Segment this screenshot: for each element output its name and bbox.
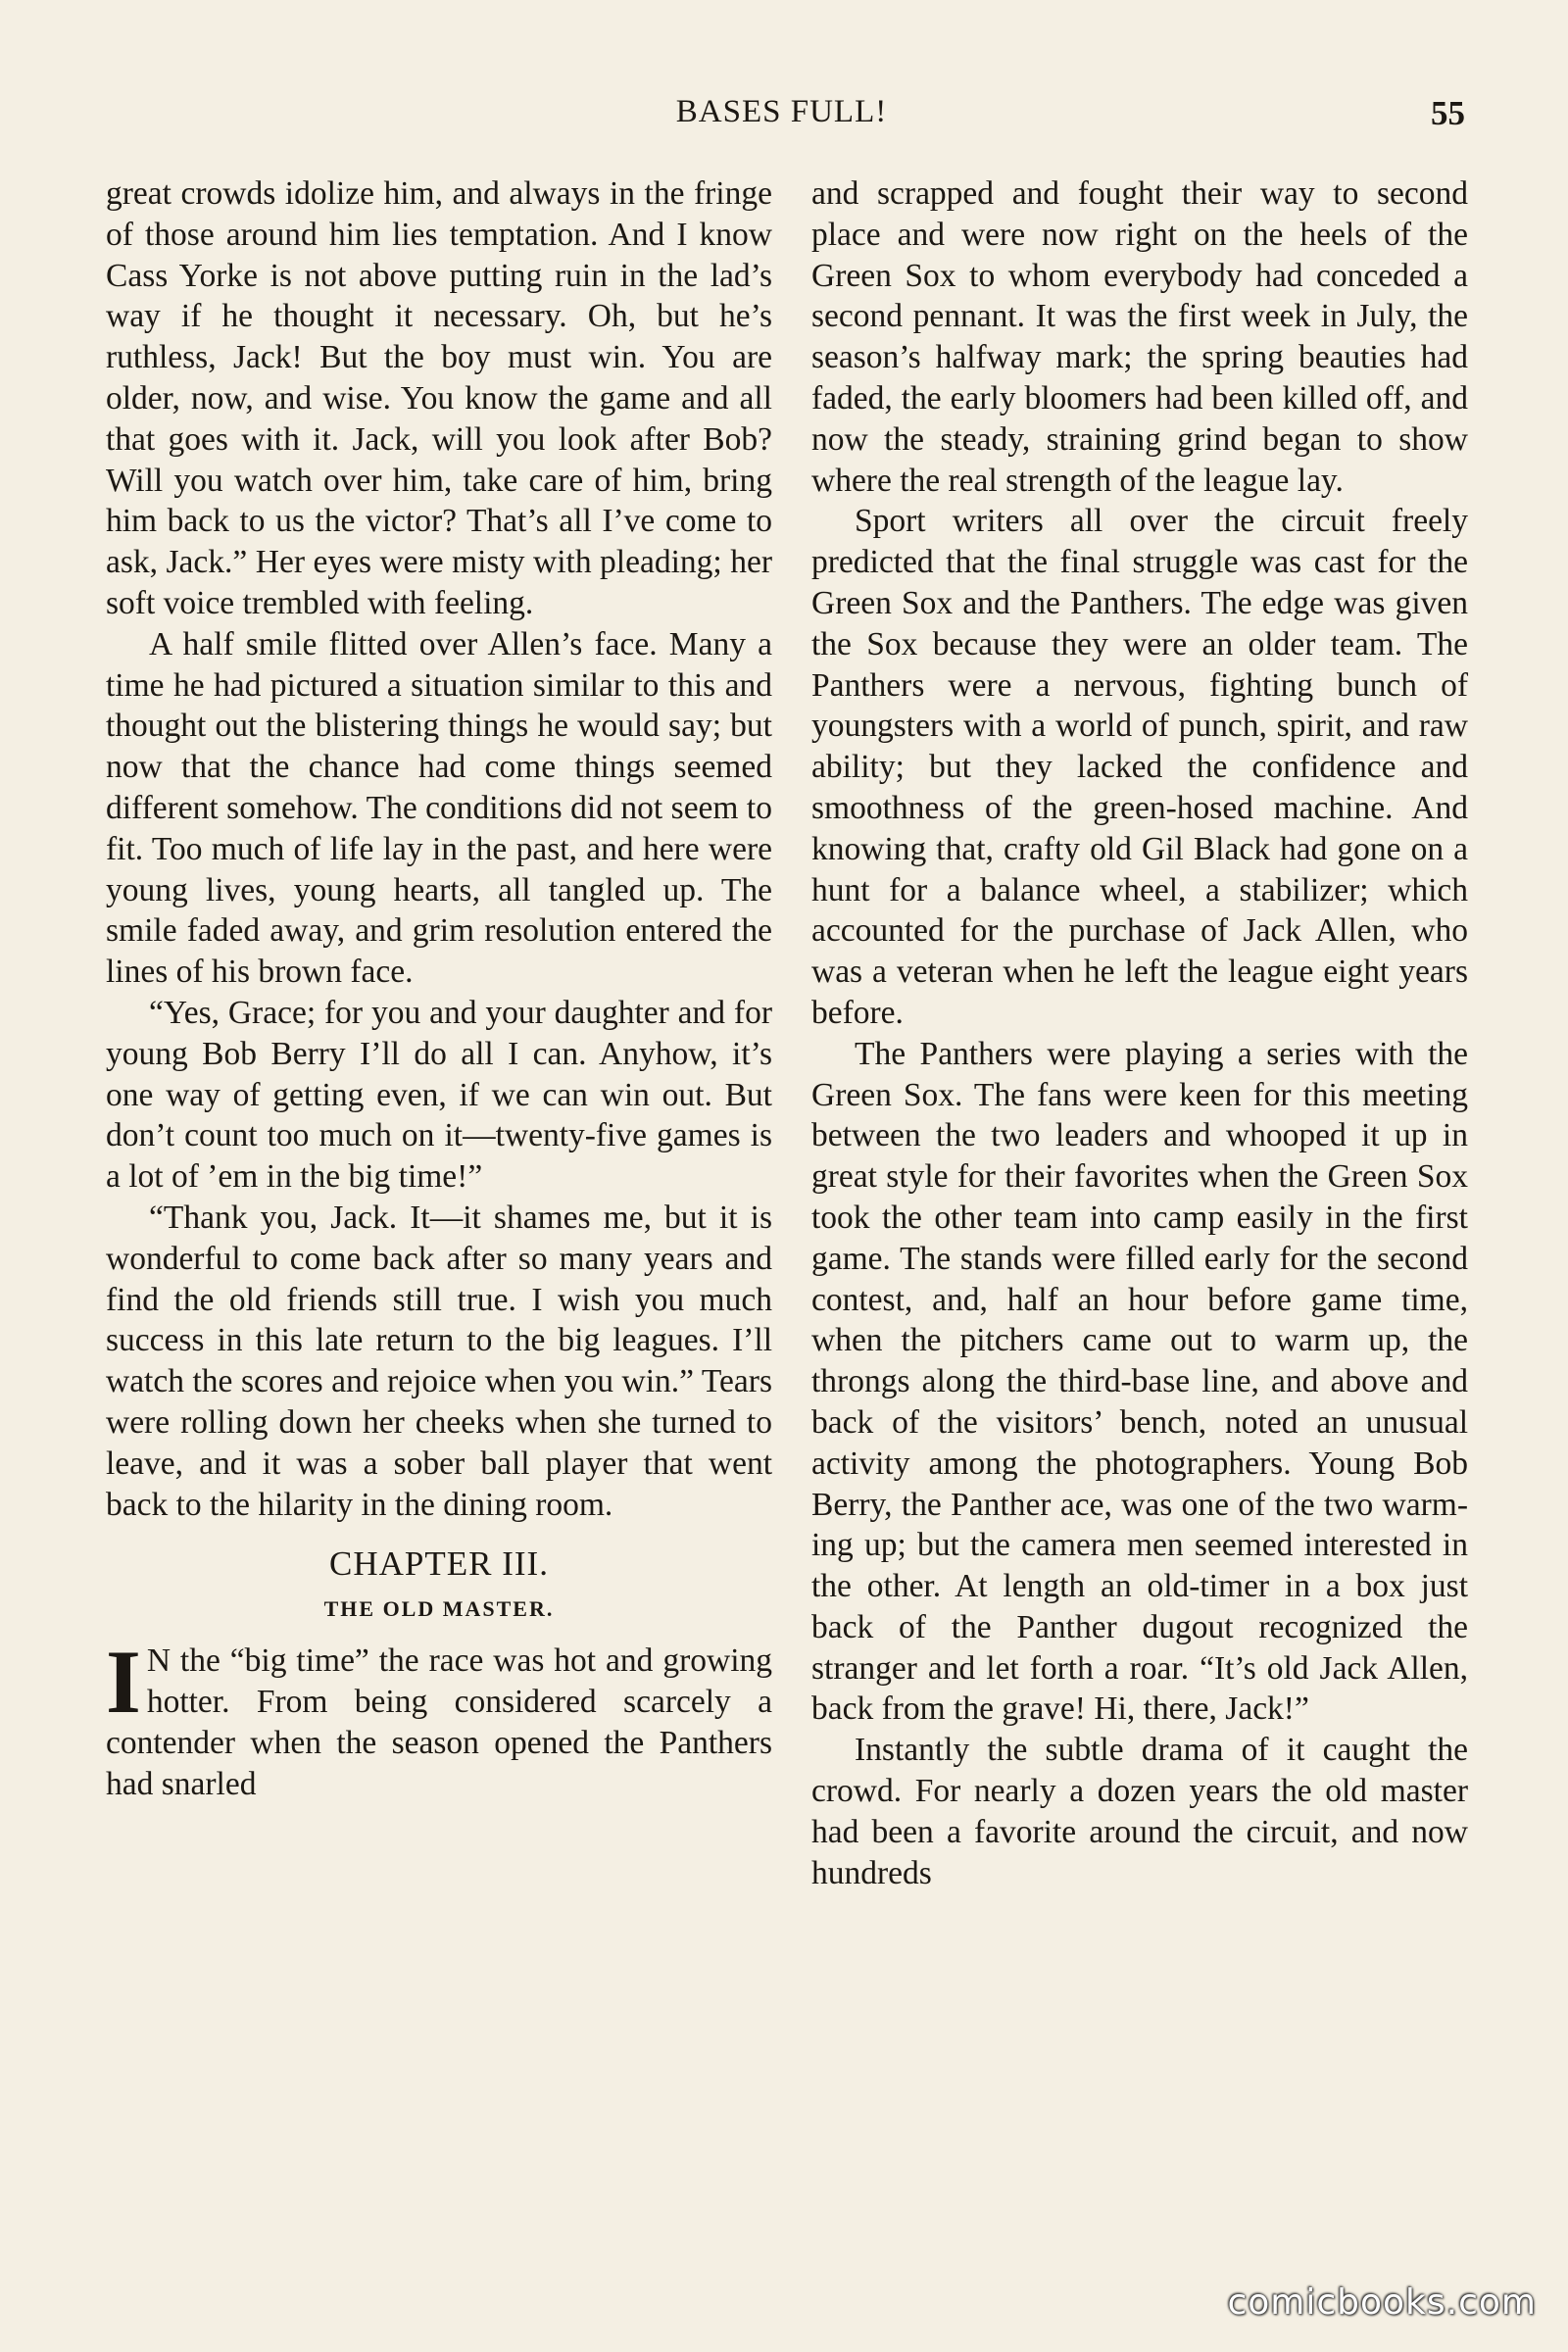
site-watermark: comicbooks.com <box>1227 2282 1537 2323</box>
paragraph: Sport writers all over the circuit freely predicted that the final struggle was cast for the Green Sox and the Panthers. The edge was given the Sox because they were an older team. The Panthers were a nervous, fighting bunch of youngsters with a world of punch, spirit, and raw ability; but they lacked the confidence and smoothness of the green-hosed machine. And knowing that, crafty old Gil Black had gone on a hunt for a balance wheel, a stabilizer; which accounted for the purchase of Jack Allen, who was a veteran when he left the league eight years before. <box>811 503 1468 1031</box>
running-title: BASES FULL! <box>675 94 888 129</box>
drop-cap: I <box>106 1632 141 1733</box>
right-column <box>811 173 1468 1893</box>
paragraph: great crowds idolize him, and always in the fringe of those around him lies temptation. And I know Cass Yorke is not above putting ruin in the lad’s way if he thought it necessary. Oh, but he’s ruthless, Jack! But the boy must win. You are older, now, and wise. You know the game and all that goes with it. Jack, will you look after Bob? Will you watch over him, take care of him, bring him back to us the victor? That’s all I’ve come to ask, Jack.” Her eyes were misty with pleading; her soft voice trembled with feeling. <box>106 175 772 621</box>
paragraph: “Thank you, Jack. It—it shames me, but it is wonderful to come back after so many years and find the old friends still true. I wish you much success in this late return to the big leagues. I’ll watch the scores and rejoice when you win.” Tears were rolling down her cheeks when she turned to leave, and it was a sober ball player that went back to the hilarity in the dining room. <box>106 1199 772 1523</box>
page-header <box>98 94 1465 143</box>
paragraph: “Yes, Grace; for you and your daughter and for young Bob Berry I’ll do all I can. Anyhow, it’s one way of getting even, if we can win out. But don’t count too much on it—twenty-five games is a lot of ’em in the big time!” <box>106 994 772 1196</box>
left-column <box>106 173 772 1804</box>
chapter-subtitle: THE OLD MASTER. <box>323 1596 555 1622</box>
paragraph: and scrapped and fought their way to second place and were now right on the heels of the Green Sox to whom everybody had conceded a second pennant. It was the first week in July, the season’s halfway mark; the spring beauties had faded, the early bloomers had been killed off, and now the steady, straining grind began to show where the real strength of the league lay. <box>811 175 1468 499</box>
page-number: 55 <box>1431 94 1465 132</box>
paragraph: A half smile flitted over Allen’s face. Many a time he had pictured a situation similar to this and thought out the blistering things he would say; but now that the chance had come things seemed different somehow. The conditions did not seem to fit. Too much of life lay in the past, and here were young lives, young hearts, all tangled up. The smile faded away, and grim resolution entered the lines of his brown face. <box>106 625 772 991</box>
paragraph: The Panthers were playing a series with the Green Sox. The fans were keen for this meeting between the two leaders and whooped it up in great style for their favorites when the Green Sox took the other team into camp easily in the first game. The stands were filled early for the second contest, and, half an hour before game time, when the pitchers came out to warm up, the throngs along the third-base line, and above and back of the visitors’ bench, noted an unusual activity among the photographers. Young Bob Berry, the Panther ace, was one of the two warming up; but the camera men seemed interested in the other. At length an old-timer in a box just back of the Panther dugout recognized the stranger and let forth a roar. “It’s old Jack Allen, back from the grave! Hi, there, Jack!” <box>811 1035 1468 1728</box>
chapter-heading: CHAPTER III. <box>329 1544 549 1584</box>
paragraph: Instantly the subtle drama of it caught the crowd. For nearly a dozen years the old master had been a favorite around the circuit, and now hundreds <box>811 1732 1468 1891</box>
chapter-opening-paragraph <box>106 1632 772 1804</box>
paragraph-text: N the “big time” the race was hot and growing hotter. From being considered scarcely a contender when the season opened the Panthers had snarled <box>106 1642 772 1802</box>
